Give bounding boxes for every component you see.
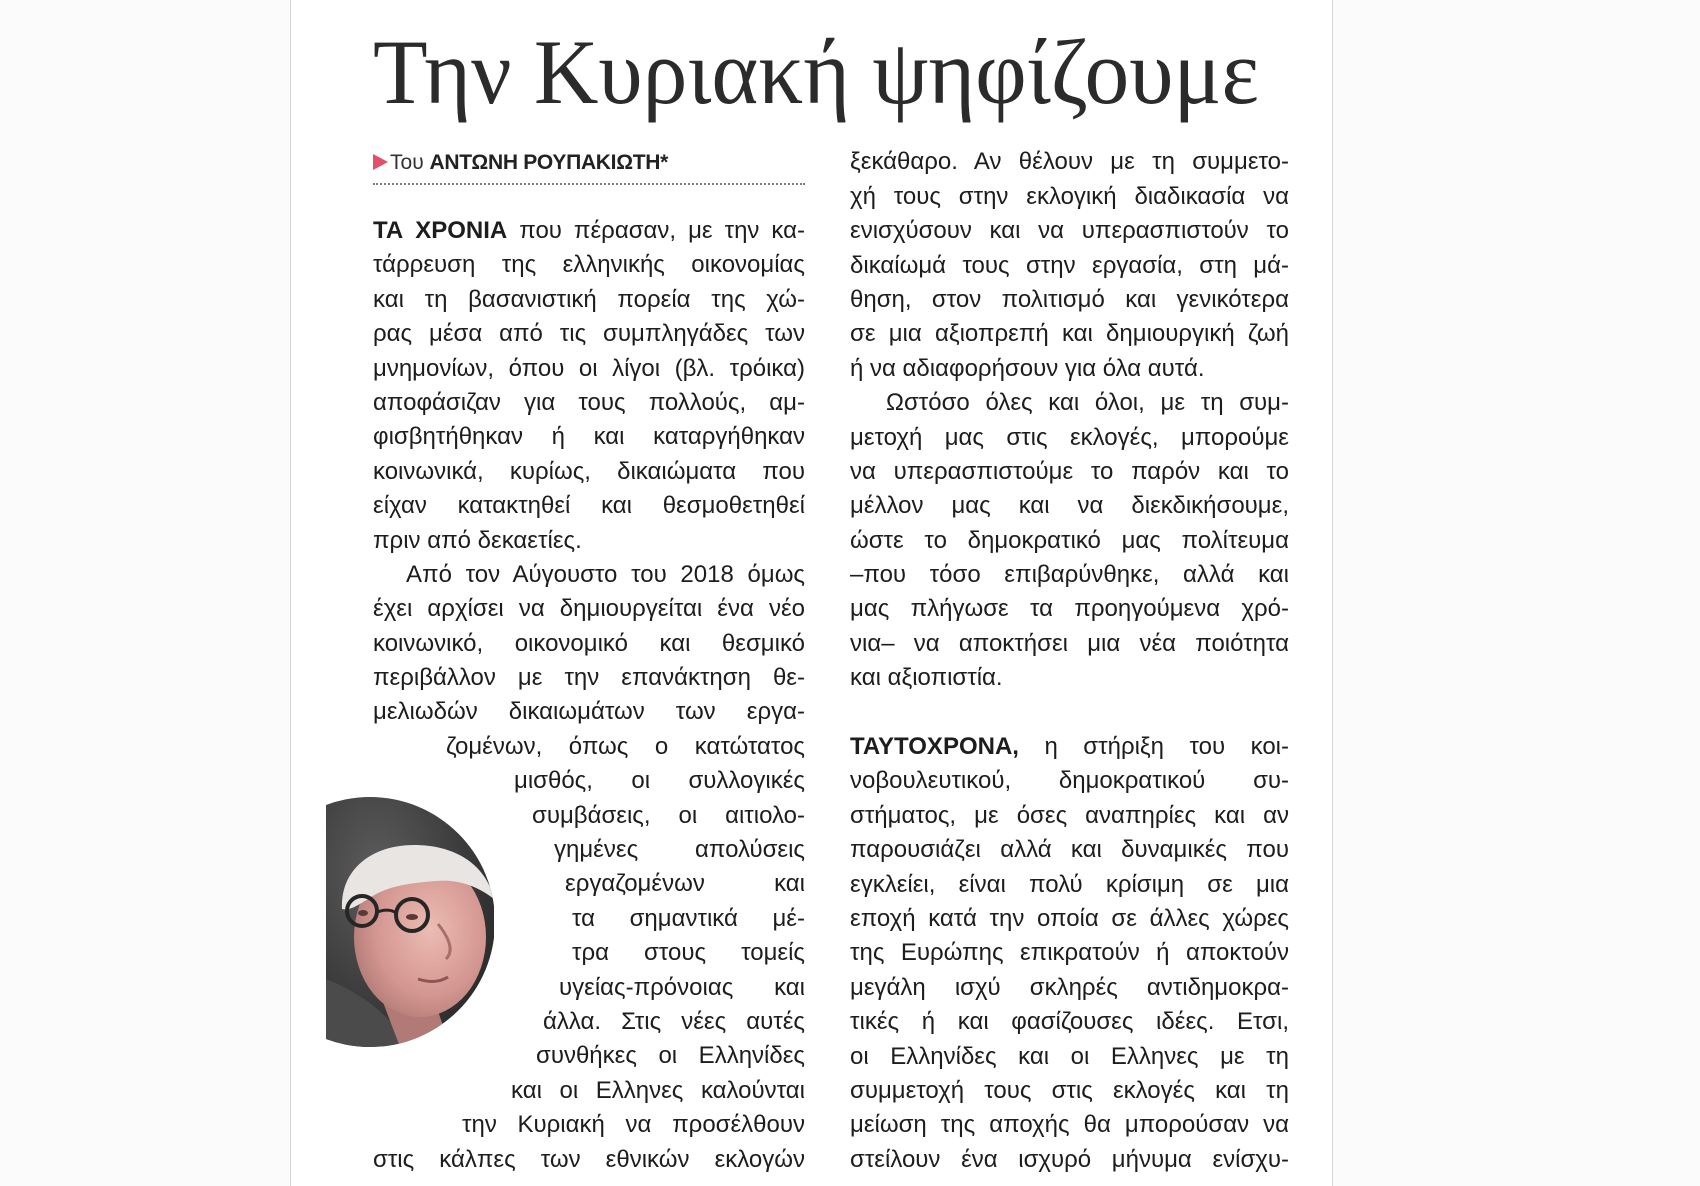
text-line [373, 730, 805, 764]
line-text [462, 1108, 805, 1142]
line-words: μετοχή μας στις εκλογές, μπορούμε [850, 423, 1289, 451]
paragraph-lead: ΤΑ ΧΡΟΝΙΑ [373, 217, 508, 244]
line-words: ή να αδιαφορήσουν για όλα αυτά. [850, 354, 1205, 382]
line-text [373, 695, 805, 729]
line-text [850, 455, 1289, 489]
line-text [373, 283, 805, 317]
line-text [373, 661, 805, 695]
text-line [373, 248, 805, 282]
line-words: μελιωδών δικαιωμάτων των εργα- [373, 698, 805, 726]
text-line [373, 695, 805, 729]
text-line [850, 352, 1289, 386]
line-words: εργαζομένων και [565, 870, 805, 898]
line-text [850, 1108, 1289, 1142]
text-line [850, 1108, 1289, 1142]
newspaper-page [290, 0, 1333, 1186]
line-text [850, 558, 1289, 592]
photo-eye [406, 914, 418, 920]
line-text [850, 180, 1289, 214]
line-words: γημένες απολύσεις [554, 836, 805, 864]
paragraph [850, 386, 1289, 696]
line-words: συνθήκες οι Ελληνίδες [536, 1042, 805, 1070]
text-line [373, 489, 805, 523]
line-words: συμμετοχή τους στις εκλογές και τη [850, 1076, 1289, 1104]
line-text [536, 1039, 805, 1073]
text-line [850, 627, 1289, 661]
paragraph [850, 730, 1289, 1177]
line-words: και τη βασανιστική πορεία της χώ- [373, 285, 805, 313]
line-text [850, 1040, 1289, 1074]
text-line [850, 1005, 1289, 1039]
text-line [850, 799, 1289, 833]
line-words: πριν από δεκαετίες. [373, 526, 582, 554]
line-words: στις κάλπες των εθνικών εκλογών [373, 1145, 805, 1173]
text-line [850, 558, 1289, 592]
line-words: τάρρευση της ελληνικής οικονομίας [373, 251, 805, 279]
text-line [850, 971, 1289, 1005]
line-text [850, 799, 1289, 833]
line-text [373, 214, 805, 248]
text-line [850, 421, 1289, 455]
text-line [850, 936, 1289, 970]
text-line [373, 764, 805, 798]
line-text [850, 489, 1289, 523]
line-words: νοβουλευτικού, δημοκρατικού συ- [850, 767, 1289, 795]
line-text [514, 764, 805, 798]
line-text [886, 386, 1289, 420]
line-text [850, 524, 1289, 558]
line-text [373, 489, 805, 523]
line-text [850, 421, 1289, 455]
text-line [850, 214, 1289, 248]
text-line [850, 833, 1289, 867]
line-words: αποφάσιζαν για τους πολλούς, αμ- [373, 388, 805, 416]
line-text [373, 592, 805, 626]
line-words: να υπερασπιστούμε το παρόν και το [850, 457, 1289, 485]
text-line [850, 902, 1289, 936]
line-words: μας πλήγωσε τα προηγούμενα χρό- [850, 595, 1289, 623]
line-words: έχει αρχίσει να δημιουργείται ένα νέο [373, 595, 805, 623]
paragraph-lead: ΤΑΥΤΟΧΡΟΝΑ, [850, 733, 1019, 761]
line-text [572, 902, 805, 936]
line-words: στήματος, με όσες αναπηρίες και αν [850, 801, 1289, 829]
byline-dotted-rule [373, 183, 805, 185]
line-text [850, 764, 1289, 798]
line-text [850, 936, 1289, 970]
line-words: εγκλείει, είναι πολύ κρίσιμη σε μια [850, 870, 1289, 898]
line-words: ενισχύσουν και να υπερασπιστούν το [850, 217, 1289, 245]
line-text [373, 386, 805, 420]
triangle-right-icon [373, 154, 388, 170]
line-text [850, 1074, 1289, 1108]
line-text [850, 1005, 1289, 1039]
text-line [373, 1074, 805, 1108]
line-text [850, 730, 1289, 764]
text-line [373, 420, 805, 454]
line-text [373, 352, 805, 386]
headline [373, 21, 1259, 130]
byline [373, 146, 805, 180]
line-text [850, 214, 1289, 248]
line-words: είχαν κατακτηθεί και θεσμοθετηθεί [373, 492, 805, 520]
text-line [373, 558, 805, 592]
line-words: δικαίωμά τους στην εργασία, στη μά- [850, 251, 1289, 279]
text-line [850, 524, 1289, 558]
line-text [446, 730, 805, 764]
line-words: η στήριξη του κοι- [1044, 733, 1289, 761]
line-text [532, 799, 805, 833]
paragraph [373, 214, 805, 558]
right-column [850, 145, 1289, 1177]
line-text [850, 902, 1289, 936]
text-line [850, 868, 1289, 902]
line-text [406, 558, 805, 592]
line-words: εποχή κατά την οποία σε άλλες χώρες [850, 904, 1289, 932]
line-words: μείωση της αποχής θα μπορούσαν να [850, 1111, 1289, 1139]
text-line [373, 317, 805, 351]
line-text [850, 868, 1289, 902]
text-line [850, 283, 1289, 317]
text-line [850, 592, 1289, 626]
line-text [850, 833, 1289, 867]
line-text [543, 1005, 805, 1039]
text-line [373, 352, 805, 386]
text-line [373, 1143, 805, 1177]
line-text [850, 627, 1289, 661]
text-line [850, 249, 1289, 283]
line-text [850, 971, 1289, 1005]
line-words: Ωστόσο όλες και όλοι, με τη συμ- [886, 389, 1289, 417]
line-text [850, 352, 1205, 386]
text-line [373, 455, 805, 489]
text-line [850, 730, 1289, 764]
line-words: κοινωνικό, οικονομικό και θεσμικό [373, 629, 805, 657]
line-words: μεγάλη ισχύ σκληρές αντιδημοκρα- [850, 973, 1289, 1001]
line-text [565, 867, 805, 901]
line-words: –που τόσο επιβαρύνθηκε, αλλά και [850, 561, 1289, 589]
author-photo [326, 797, 494, 1047]
photo-eye [358, 910, 368, 916]
text-line [850, 317, 1289, 351]
line-words: μέλλον μας και να διεκδικήσουμε, [850, 492, 1289, 520]
line-words: φισβητήθηκαν ή και καταργήθηκαν [373, 423, 805, 451]
line-text [373, 317, 805, 351]
text-line [850, 1074, 1289, 1108]
text-line [373, 1108, 805, 1142]
line-text [373, 455, 805, 489]
line-words: τα σημαντικά μέ- [572, 904, 805, 932]
line-text [850, 283, 1289, 317]
text-line [850, 386, 1289, 420]
line-words: υγείας-πρόνοιας και [559, 973, 805, 1001]
text-line [373, 214, 805, 248]
line-words: στείλουν ένα ισχυρό μήνυμα ενίσχυ- [850, 1145, 1289, 1173]
line-words: και οι Ελληνες καλούνται [511, 1076, 805, 1104]
line-words: ζομένων, όπως ο κατώτατος [446, 732, 805, 760]
text-line [373, 386, 805, 420]
line-text [850, 249, 1289, 283]
line-text [373, 248, 805, 282]
line-words: άλλα. Στις νέες αυτές [543, 1007, 805, 1035]
text-line [850, 489, 1289, 523]
line-text [850, 1143, 1289, 1177]
line-words: περιβάλλον με την επανάκτηση θε- [373, 664, 805, 692]
line-text [850, 661, 1003, 695]
byline-prefix: Του [390, 151, 424, 174]
line-text [373, 627, 805, 661]
text-line [850, 180, 1289, 214]
line-text [850, 317, 1289, 351]
line-words: την Κυριακή να προσέλθουν [462, 1111, 805, 1139]
text-line [850, 1143, 1289, 1177]
line-text [850, 145, 1289, 179]
line-words: ρας μέσα από τις συμπληγάδες των [373, 320, 805, 348]
headline-text: Την Κυριακή ψηφίζουμε [373, 21, 1259, 123]
line-words: και αξιοπιστία. [850, 664, 1003, 692]
byline-author: ΑΝΤΩΝΗ ΡΟΥΠΑΚΙΩΤΗ* [429, 151, 669, 174]
line-words: ώστε το δημοκρατικό μας πολίτευμα [850, 526, 1289, 554]
line-words: σε μια αξιοπρεπή και δημιουργική ζωή [850, 320, 1289, 348]
text-line [373, 661, 805, 695]
text-line [373, 592, 805, 626]
line-words: χή τους στην εκλογική διαδικασία να [850, 182, 1289, 210]
line-words: Από τον Αύγουστο του 2018 όμως [406, 560, 805, 588]
text-line [373, 627, 805, 661]
line-words: τικές ή και φασίζουσες ιδέες. Ετσι, [850, 1008, 1289, 1036]
text-line [373, 283, 805, 317]
line-words: οι Ελληνίδες και οι Ελληνες με τη [850, 1042, 1289, 1070]
line-words: της Ευρώπης επικρατούν ή αποκτούν [850, 939, 1289, 967]
line-text [511, 1074, 805, 1108]
line-words: ξεκάθαρο. Αν θέλουν με τη συμμετο- [850, 148, 1289, 176]
line-words: μισθός, οι συλλογικές [514, 767, 805, 795]
line-words: τρα στους τομείς [572, 939, 805, 967]
line-words: κοινωνικά, κυρίως, δικαιώματα που [373, 457, 805, 485]
line-text [554, 833, 805, 867]
line-text [373, 1143, 805, 1177]
line-text [373, 420, 805, 454]
line-text [559, 971, 805, 1005]
line-text [373, 524, 582, 558]
line-words: θηση, στον πολιτισμό και γενικότερα [850, 285, 1289, 313]
line-words: που πέρασαν, με την κα- [519, 217, 805, 244]
paragraph [850, 145, 1289, 386]
text-line [373, 524, 805, 558]
line-words: μνημονίων, όπου οι λίγοι (βλ. τρόικα) [373, 354, 805, 382]
line-text [572, 936, 805, 970]
text-line [850, 661, 1289, 695]
line-text [850, 592, 1289, 626]
text-line [850, 455, 1289, 489]
line-words: νια– να αποκτήσει μια νέα ποιότητα [850, 629, 1289, 657]
text-line [850, 145, 1289, 179]
text-line [850, 764, 1289, 798]
line-words: συμβάσεις, οι αιτιολο- [532, 801, 805, 829]
text-line [850, 1040, 1289, 1074]
line-words: παρουσιάζει αλλά και δυναμικές που [850, 836, 1289, 864]
